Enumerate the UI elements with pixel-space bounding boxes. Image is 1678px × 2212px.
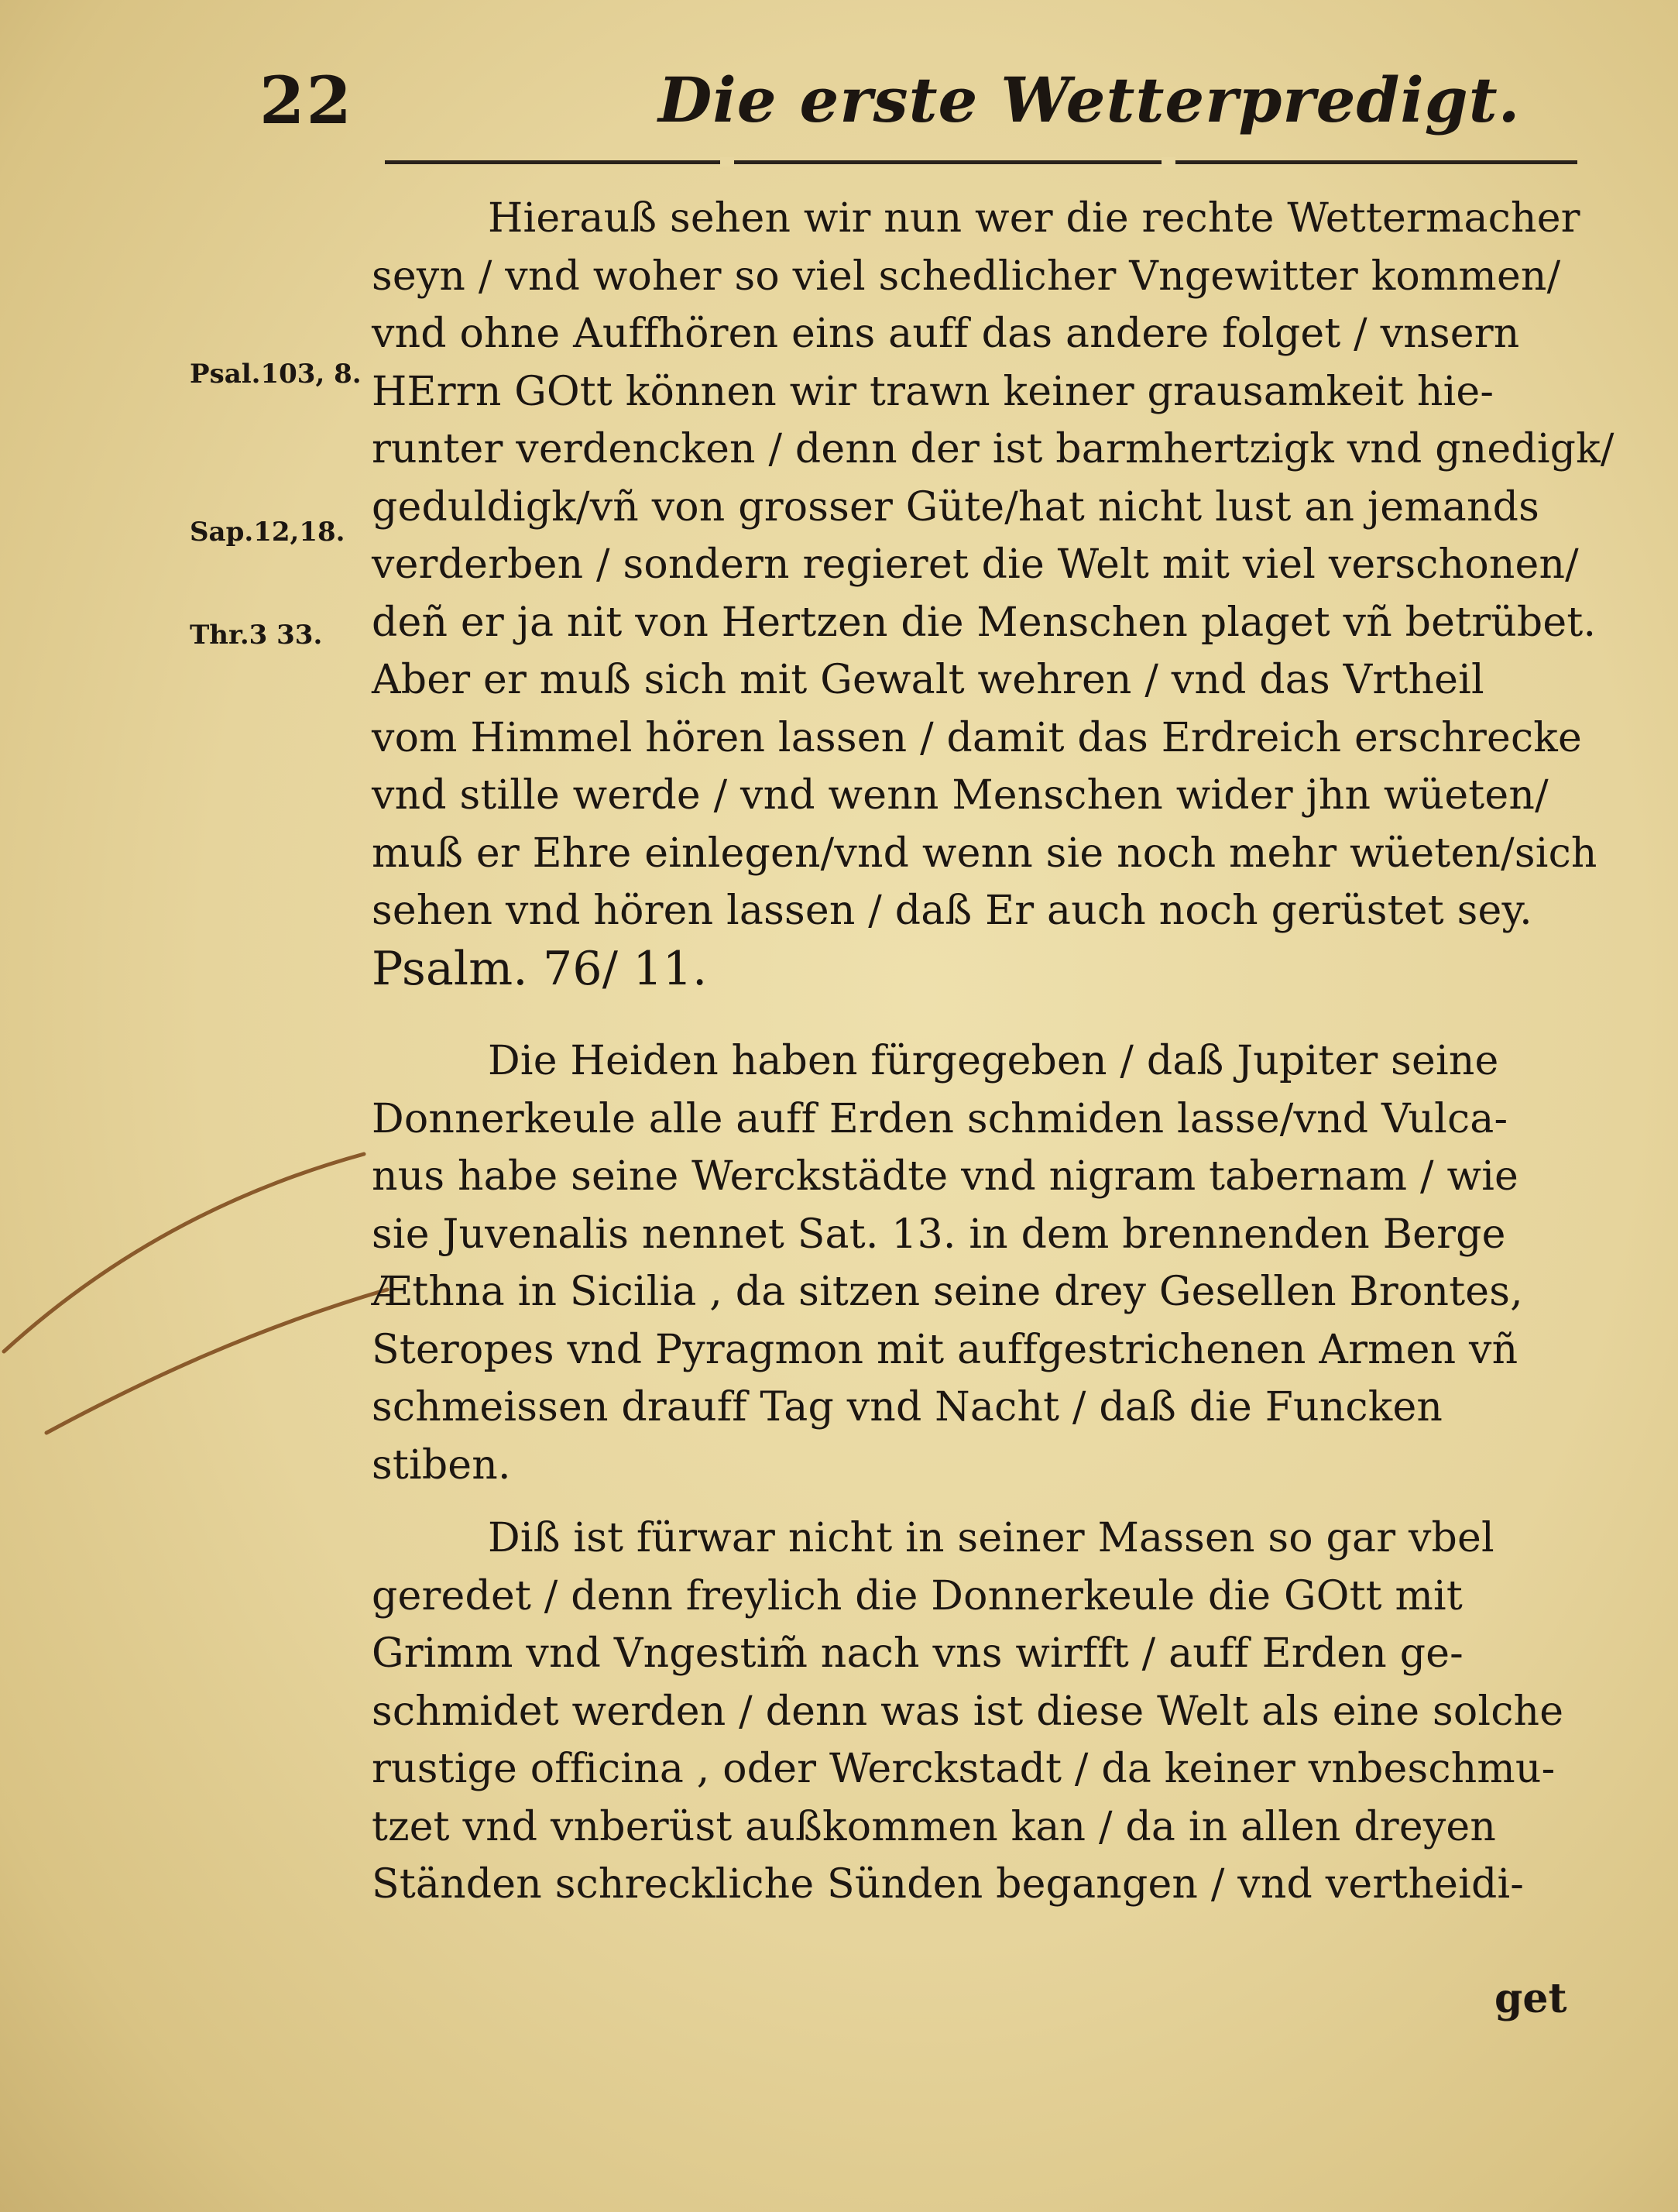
text-line: Die Heiden haben fürgegeben / daß Jupiter seine bbox=[488, 1038, 1499, 1084]
text-line: Diß ist fürwar nicht in seiner Massen so gar vbel bbox=[488, 1515, 1494, 1561]
text-line: Æthna in Sicilia , da sitzen seine drey Gesellen Brontes, bbox=[372, 1269, 1523, 1315]
page-number: 22 bbox=[259, 62, 353, 139]
text-line: geduldigk/vñ von grosser Güte/hat nicht lust an jemands bbox=[372, 483, 1540, 531]
catchword: get bbox=[1494, 1975, 1567, 2022]
body-text bbox=[372, 190, 1615, 1914]
text-line: tzet vnd vnberüst außkommen kan / da in allen dreyen bbox=[372, 1803, 1497, 1850]
text-line: muß er Ehre einlegen/vnd wenn sie noch mehr wüeten/sich bbox=[372, 830, 1597, 877]
text-line: Aber er muß sich mit Gewalt wehren / vnd das Vrtheil bbox=[372, 657, 1484, 703]
paragraph-gap bbox=[372, 998, 1580, 1032]
text-line: vnd stille werde / vnd wenn Menschen wider jhn wüeten/ bbox=[372, 772, 1549, 819]
header-rule-break bbox=[720, 157, 734, 167]
text-line: Ständen schreckliche Sünden begangen / vnd vertheidi- bbox=[372, 1861, 1525, 1908]
text-line: sie Juvenalis nennet Sat. 13. in dem brennenden Berge bbox=[372, 1211, 1506, 1258]
text-line: stiben. bbox=[372, 1441, 511, 1489]
text-line: rustige officina , oder Werckstadt / da keiner vnbeschmu- bbox=[372, 1746, 1556, 1792]
text-line: runter verdencken / denn der ist barmhertzigk vnd gnedigk/ bbox=[372, 426, 1615, 472]
paragraph-gap bbox=[372, 1494, 1580, 1510]
scripture-reference: Psalm. 76/ 11. bbox=[372, 941, 708, 996]
text-line: schmidet werden / denn was ist diese Welt als eine solche bbox=[372, 1688, 1564, 1735]
header-rule-break bbox=[1162, 157, 1175, 167]
text-line: vom Himmel hören lassen / damit das Erdreich erschrecke bbox=[372, 714, 1582, 761]
text-line: HErrn GOtt können wir trawn keiner grausamkeit hie- bbox=[372, 368, 1494, 415]
text-line: seyn / vnd woher so viel schedlicher Vngewitter kommen/ bbox=[372, 252, 1561, 300]
text-line: Grimm vnd Vngestim̃ nach vns wirfft / auff Erden ge- bbox=[372, 1630, 1464, 1677]
text-line: Hierauß sehen wir nun wer die rechte Wettermacher bbox=[488, 195, 1580, 242]
margin-note-threni: Thr.3 33. bbox=[190, 620, 323, 651]
ink-pen-stroke bbox=[0, 1123, 403, 1448]
text-line: Steropes vnd Pyragmon mit auffgestrichenen Armen vñ bbox=[372, 1326, 1518, 1373]
text-line: vnd ohne Auffhören eins auff das andere folget / vnsern bbox=[372, 311, 1520, 357]
text-line: nus habe seine Werckstädte vnd nigram tabernam / wie bbox=[372, 1153, 1518, 1200]
text-line: Donnerkeule alle auff Erden schmiden lasse/vnd Vulca- bbox=[372, 1095, 1508, 1142]
pen-stroke-lower bbox=[46, 1290, 387, 1433]
running-head-title: Die erste Wetterpredigt. bbox=[658, 64, 1521, 136]
header-rule bbox=[385, 160, 1577, 164]
text-line: deñ er ja nit von Hertzen die Menschen plaget vñ betrübet. bbox=[372, 599, 1597, 646]
text-line: schmeissen drauff Tag vnd Nacht / daß die Funcken bbox=[372, 1384, 1443, 1431]
text-line: verderben / sondern regieret die Welt mit viel verschonen/ bbox=[372, 541, 1579, 588]
margin-note-psalm: Psal.103, 8. bbox=[190, 359, 362, 390]
text-line: sehen vnd hören lassen / daß Er auch noch gerüstet sey. bbox=[372, 888, 1532, 934]
text-line: geredet / denn freylich die Donnerkeule die GOtt mit bbox=[372, 1572, 1463, 1620]
pen-stroke-upper bbox=[4, 1154, 364, 1352]
margin-note-sapientia: Sap.12,18. bbox=[190, 517, 345, 548]
